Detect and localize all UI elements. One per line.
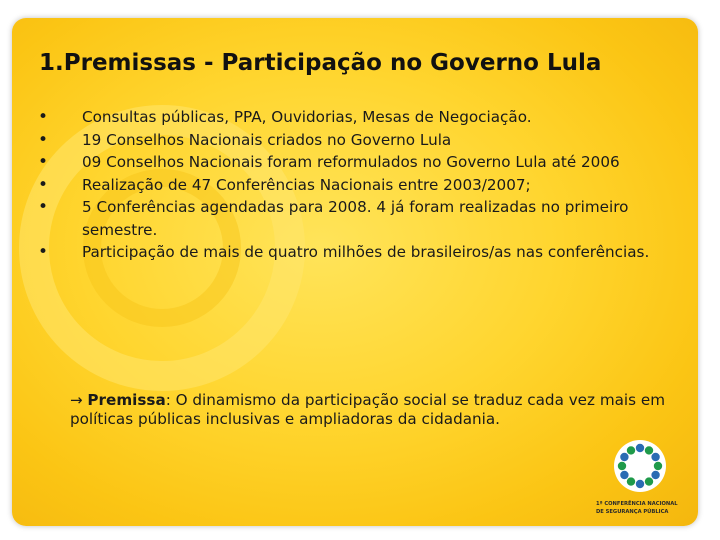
bullet-item bbox=[36, 129, 676, 152]
logo-caption-line-2: DE SEGURANÇA PÚBLICA bbox=[596, 508, 669, 515]
bullet-item bbox=[36, 106, 676, 129]
bullet-item bbox=[36, 241, 676, 264]
logo-ring-figure bbox=[636, 444, 644, 452]
logo-ring-figure bbox=[618, 462, 626, 470]
bullet-text: 19 Conselhos Nacionais criados no Governo Lula bbox=[82, 130, 452, 149]
bullet-dot: • bbox=[38, 107, 49, 127]
bullet-text: 5 Conferências agendadas para 2008. 4 já foram realizadas no primeiro semestre. bbox=[82, 198, 629, 239]
premise-text: : O dinamismo da participação social se traduz cada vez mais em políticas públicas inclusivas e ampliadoras da cidadania. bbox=[70, 391, 666, 428]
logo-caption-line-1: 1ª CONFERÊNCIA NACIONAL bbox=[596, 501, 678, 507]
logo-ring-figure bbox=[636, 480, 644, 488]
bullet-dot: • bbox=[38, 152, 49, 172]
logo-ring-figure bbox=[645, 446, 653, 454]
logo-ring-figure bbox=[654, 462, 662, 470]
logo-ring-figure bbox=[620, 453, 628, 461]
conference-logo-icon bbox=[610, 436, 670, 496]
bullet-list bbox=[36, 106, 676, 264]
premise-statement bbox=[70, 391, 670, 429]
bullet-item bbox=[36, 174, 676, 197]
logo-ring-figure bbox=[645, 477, 653, 485]
logo-ring-figure bbox=[627, 446, 635, 454]
logo-ring-figure bbox=[627, 477, 635, 485]
bullet-dot: • bbox=[38, 174, 49, 195]
bullet-text: Consultas públicas, PPA, Ouvidorias, Mesas de Negociação. bbox=[82, 108, 532, 126]
logo-ring-figure bbox=[651, 471, 659, 479]
right-arrow-icon: → bbox=[70, 391, 83, 409]
logo-ring-figure bbox=[620, 471, 628, 479]
bullet-dot: • bbox=[38, 197, 49, 217]
bullet-text: Participação de mais de quatro milhões de brasileiros/as nas conferências. bbox=[82, 243, 650, 261]
bullet-text: Realização de 47 Conferências Nacionais entre 2003/2007; bbox=[82, 175, 531, 194]
conference-logo bbox=[596, 436, 688, 515]
bullet-dot: • bbox=[38, 242, 49, 262]
bullet-item bbox=[36, 196, 676, 241]
bullet-text: 09 Conselhos Nacionais foram reformulados no Governo Lula até 2006 bbox=[82, 153, 620, 171]
bullet-item bbox=[36, 151, 676, 174]
bullet-dot: • bbox=[38, 129, 49, 150]
premise-label: Premissa bbox=[87, 391, 166, 409]
slide-title: 1.Premissas - Participação no Governo Lula bbox=[39, 50, 602, 76]
logo-ring-figure bbox=[651, 453, 659, 461]
